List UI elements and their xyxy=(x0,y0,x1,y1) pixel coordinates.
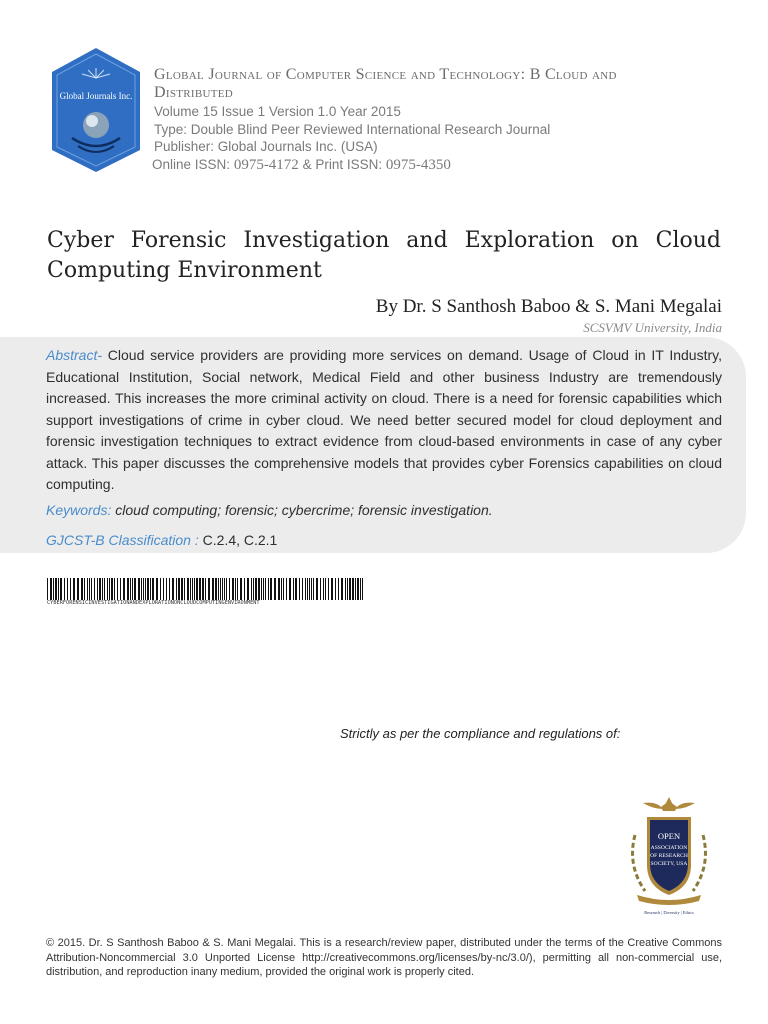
barcode-bar xyxy=(316,578,318,600)
barcode-bar xyxy=(89,578,90,600)
barcode-bar xyxy=(325,578,326,600)
barcode-bar xyxy=(141,578,142,600)
barcode-bar xyxy=(224,578,225,600)
barcode-bar xyxy=(226,578,227,600)
barcode-bar xyxy=(109,578,110,600)
barcode-bar xyxy=(286,578,287,600)
classification-label: GJCST-B Classification : xyxy=(46,532,199,548)
barcode-bar xyxy=(352,578,354,600)
barcode-bar xyxy=(160,578,161,600)
barcode-bar xyxy=(218,578,219,600)
barcode-bar xyxy=(58,578,59,600)
barcode-bar xyxy=(215,578,217,600)
barcode-bar xyxy=(205,578,206,600)
classification-value: C.2.4, C.2.1 xyxy=(202,532,278,548)
barcode-bar xyxy=(307,578,308,600)
barcode-bar xyxy=(258,578,260,600)
barcode-bar xyxy=(184,578,185,600)
barcode-bar xyxy=(362,578,363,600)
barcode-bar xyxy=(145,578,146,600)
barcode-bar xyxy=(120,578,121,600)
oars-motto: Research | Diversity | Ethics xyxy=(644,910,694,915)
barcode-bar xyxy=(138,578,140,600)
barcode-bar xyxy=(202,578,204,600)
barcode-bar xyxy=(335,578,336,600)
barcode-bar xyxy=(341,578,343,600)
barcode-bar xyxy=(274,578,276,600)
barcode-bar xyxy=(355,578,356,600)
paper-authors: By Dr. S Santhosh Baboo & S. Mani Megalai xyxy=(375,296,722,317)
barcode-bar xyxy=(67,578,68,600)
barcode-bar xyxy=(281,578,282,600)
oars-line1: OPEN xyxy=(657,831,681,841)
barcode-bar xyxy=(169,578,170,600)
barcode-bar xyxy=(313,578,314,600)
barcode-bar xyxy=(50,578,52,600)
barcode-bar xyxy=(247,578,249,600)
barcode-bar xyxy=(64,578,65,600)
barcode-bar xyxy=(323,578,324,600)
barcode-bar xyxy=(240,578,242,600)
barcode-bar xyxy=(222,578,223,600)
barcode-bar xyxy=(104,578,105,600)
barcode xyxy=(47,578,365,600)
barcode-bar xyxy=(199,578,201,600)
barcode-bar xyxy=(220,578,221,600)
barcode-bar xyxy=(132,578,133,600)
barcode-bar xyxy=(176,578,177,600)
barcode-bar xyxy=(309,578,310,600)
barcode-bar xyxy=(265,578,266,600)
barcode-bar xyxy=(87,578,88,600)
barcode-bar xyxy=(278,578,280,600)
barcode-bar xyxy=(156,578,158,600)
barcode-bar xyxy=(117,578,118,600)
barcode-bar xyxy=(94,578,95,600)
barcode-bar xyxy=(232,578,234,600)
oars-line2: ASSOCIATION xyxy=(650,845,688,851)
barcode-bar xyxy=(295,578,297,600)
barcode-bar xyxy=(130,578,131,600)
barcode-bar xyxy=(181,578,183,600)
barcode-bar xyxy=(178,578,180,600)
barcode-bar xyxy=(302,578,303,600)
barcode-bar xyxy=(229,578,230,600)
barcode-bar xyxy=(114,578,115,600)
paper-title: Cyber Forensic Investigation and Exploration on Cloud Computing Environment xyxy=(47,228,721,283)
journal-type: Type: Double Blind Peer Reviewed International Research Journal xyxy=(154,122,551,137)
barcode-bar xyxy=(102,578,103,600)
issn-print-value: 0975-4350 xyxy=(385,157,451,173)
barcode-bar xyxy=(60,578,62,600)
barcode-bar xyxy=(53,578,54,600)
barcode-bar xyxy=(261,578,262,600)
compliance-text: Strictly as per the compliance and regulations of: xyxy=(340,726,621,741)
barcode-bar xyxy=(357,578,359,600)
barcode-bar xyxy=(166,578,167,600)
barcode-bar xyxy=(163,578,164,600)
oars-logo xyxy=(617,795,721,917)
barcode-bar xyxy=(208,578,210,600)
keywords-label: Keywords: xyxy=(46,502,112,518)
barcode-bar xyxy=(212,578,214,600)
barcode-bar xyxy=(235,578,236,600)
barcode-bar xyxy=(194,578,195,600)
barcode-bar xyxy=(345,578,346,600)
barcode-bar xyxy=(268,578,269,600)
barcode-bar xyxy=(305,578,306,600)
barcode-bar xyxy=(299,578,300,600)
barcode-bar xyxy=(263,578,264,600)
barcode-bar xyxy=(196,578,198,600)
logo-text: Global Journals Inc. xyxy=(59,91,133,101)
oars-line3: OF RESEARCH xyxy=(650,853,688,859)
barcode-bar xyxy=(311,578,312,600)
barcode-bar xyxy=(192,578,193,600)
barcode-bar xyxy=(255,578,257,600)
barcode-bar xyxy=(293,578,294,600)
barcode-bar xyxy=(360,578,361,600)
barcode-bar xyxy=(251,578,252,600)
barcode-bar xyxy=(349,578,351,600)
barcode-bar xyxy=(187,578,189,600)
barcode-bar xyxy=(289,578,291,600)
issn-online-value: 0975-4172 xyxy=(233,157,299,173)
barcode-bar xyxy=(81,578,83,600)
barcode-bar xyxy=(91,578,92,600)
keywords-value: cloud computing; forensic; cybercrime; forensic investigation. xyxy=(115,502,493,518)
barcode-bar xyxy=(111,578,113,600)
barcode-bar xyxy=(97,578,98,600)
barcode-bar xyxy=(347,578,348,600)
oars-line4: SOCIETY, USA xyxy=(650,861,688,867)
journal-issn xyxy=(152,157,451,174)
barcode-bar xyxy=(55,578,57,600)
barcode-bar xyxy=(320,578,321,600)
author-affiliation: SCSVMV University, India xyxy=(583,320,722,335)
keywords xyxy=(46,502,493,518)
license-text: © 2015. Dr. S Santhosh Baboo & S. Mani Megalai. This is a research/review paper, distributed under the terms of the Creative Commons Attribution-Noncommercial 3.0 Unported License http://creativecommons.org/licenses/by-nc/3.0/), permitting all non-commercial use, distribution, and reproduction inany medium, provided the original work is properly cited. xyxy=(46,937,722,978)
issn-online-label: Online ISSN: xyxy=(152,157,231,172)
barcode-bar xyxy=(331,578,333,600)
barcode-bar xyxy=(253,578,254,600)
barcode-bar xyxy=(244,578,245,600)
journal-title: Global Journal of Computer Science and Technology: B Cloud and Distributed xyxy=(154,66,617,101)
barcode-bar xyxy=(190,578,191,600)
barcode-bar xyxy=(134,578,136,600)
barcode-bar xyxy=(47,578,48,600)
issn-print-label: & Print ISSN: xyxy=(302,157,383,172)
barcode-bar xyxy=(152,578,154,600)
barcode-bar xyxy=(150,578,151,600)
barcode-bar xyxy=(172,578,174,600)
classification xyxy=(46,532,277,548)
abstract-label: Abstract- xyxy=(46,347,103,363)
barcode-bar xyxy=(84,578,85,600)
journal-logo xyxy=(48,46,144,174)
abstract xyxy=(46,345,722,496)
barcode-bar xyxy=(107,578,108,600)
barcode-bar xyxy=(73,578,75,600)
barcode-bar xyxy=(127,578,129,600)
journal-volume: Volume 15 Issue 1 Version 1.0 Year 2015 xyxy=(154,104,401,119)
barcode-text: CYBERFORENSICINVESTIGATIONANDEXPLORATIONONCLOUDCOMPUTINGENVIRONMENT xyxy=(47,600,260,606)
barcode-bar xyxy=(283,578,284,600)
barcode-bar xyxy=(143,578,144,600)
abstract-text: Cloud service providers are providing more services on demand. Usage of Cloud in IT Industry, Educational Institution, Social network, Medical Field and other business Industry are tremendously increased. This increases the more criminal activity on cloud. There is a need for forensic capabilities which support investigations of crime in cyber cloud. We need better secured model for cloud deployment and forensic investigation techniques to extract evidence from cloud-based environments in case of any cyber attack. This paper discusses the comprehensive models that provides cyber Forensics capabilities on cloud computing. xyxy=(46,347,722,492)
barcode-bar xyxy=(270,578,272,600)
barcode-bar xyxy=(70,578,71,600)
barcode-bar xyxy=(99,578,101,600)
barcode-bar xyxy=(77,578,79,600)
barcode-bar xyxy=(328,578,329,600)
barcode-bar xyxy=(338,578,339,600)
barcode-bar xyxy=(123,578,125,600)
barcode-bar xyxy=(237,578,238,600)
journal-publisher: Publisher: Global Journals Inc. (USA) xyxy=(154,139,378,154)
barcode-bar xyxy=(147,578,149,600)
